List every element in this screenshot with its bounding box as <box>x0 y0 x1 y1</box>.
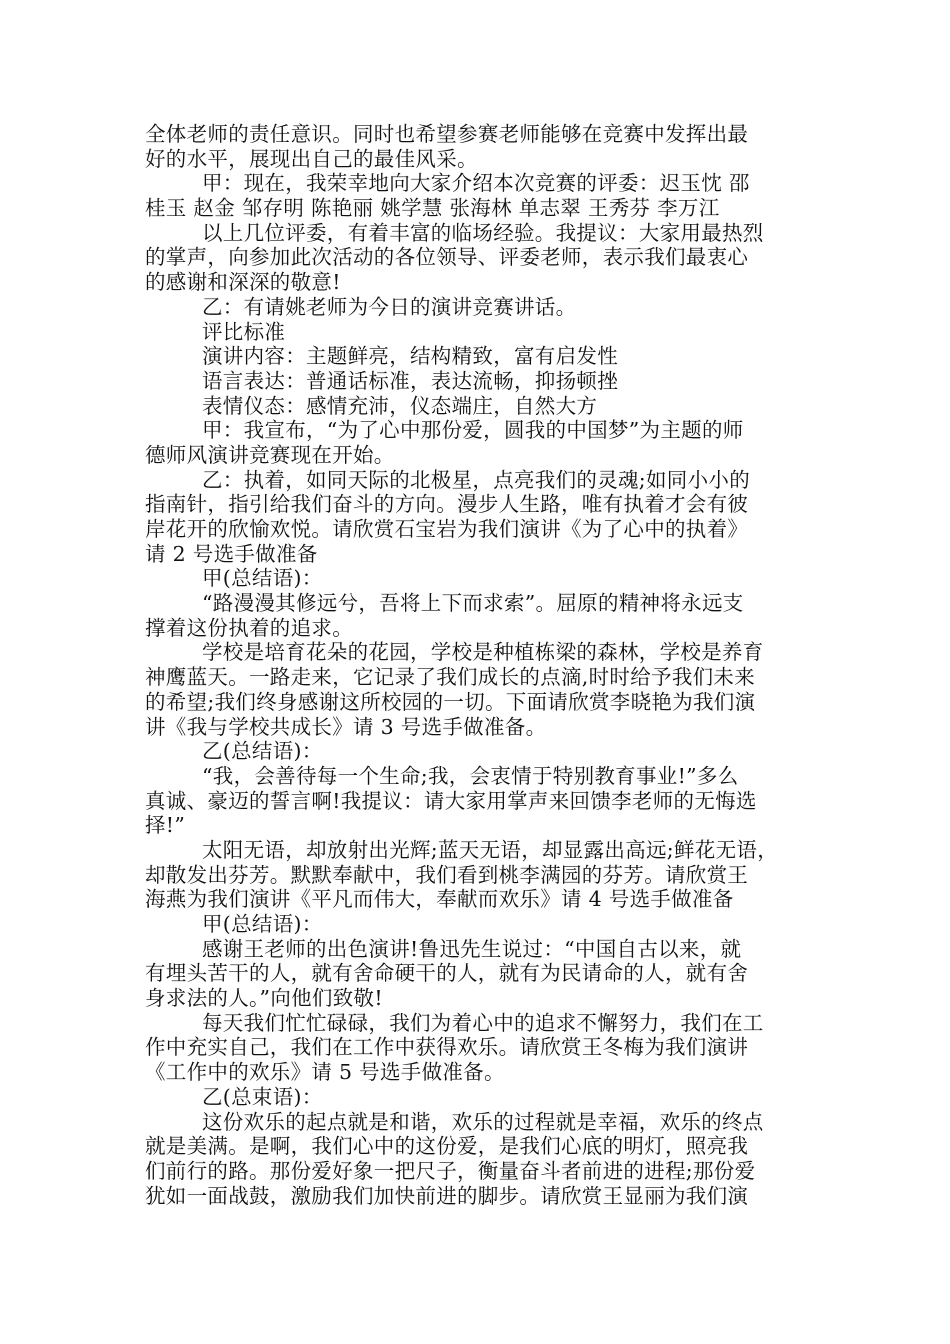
text-line: 甲(总结语)： <box>202 566 323 591</box>
text-line: 撑着这份执着的追求。 <box>145 615 353 640</box>
text-line: 真诚、豪迈的誓言啊!我提议：请大家用掌声来回馈李老师的无悔选 <box>145 788 757 813</box>
text-line: 的掌声，向参加此次活动的各位领导、评委老师，表示我们最衷心 <box>145 245 749 270</box>
text-line: 这份欢乐的起点就是和谐，欢乐的过程就是幸福，欢乐的终点 <box>202 1109 764 1134</box>
text-line: 的希望;我们终身感谢这所校园的一切。下面请欣赏李晓艳为我们演 <box>145 689 756 714</box>
text-line: 海燕为我们演讲《平凡而伟大，奉献而欢乐》请 4 号选手做准备 <box>145 887 734 912</box>
text-line: 《工作中的欢乐》请 5 号选手做准备。 <box>145 1060 505 1085</box>
text-line: 讲《我与学校共成长》请 3 号选手做准备。 <box>145 714 547 739</box>
text-line: 甲(总结语)： <box>202 912 323 936</box>
text-line: 乙：有请姚老师为今日的演讲竞赛讲话。 <box>202 294 577 319</box>
text-line: 指南针，指引给我们奋斗的方向。漫步人生路，唯有执着才会有彼 <box>145 492 749 517</box>
text-line: 乙(总束语)： <box>202 1084 323 1109</box>
text-line: 择!” <box>145 813 186 838</box>
text-line: 以上几位评委，有着丰富的临场经验。我提议：大家用最热烈 <box>202 220 764 245</box>
text-line: 甲：我宣布，“为了心中那份爱，圆我的中国梦”为主题的师 <box>202 418 744 443</box>
text-line: 学校是培育花朵的花园，学校是种植栋梁的森林，学校是养育 <box>202 640 764 665</box>
document-page <box>145 122 828 1208</box>
text-line: 就是美满。是啊，我们心中的这份爱，是我们心底的明灯，照亮我 <box>145 1134 749 1159</box>
text-line: 桂玉 赵金 邹存明 陈艳丽 姚学慧 张海林 单志翠 王秀芬 李万江 <box>145 196 720 221</box>
text-line: 们前行的路。那份爱好象一把尺子，衡量奋斗者前进的进程;那份爱 <box>145 1158 756 1183</box>
text-line: 岸花开的欣愉欢悦。请欣赏石宝岩为我们演讲《为了心中的执着》 <box>145 517 749 541</box>
text-line: 的感谢和深深的敬意! <box>145 270 341 295</box>
text-line: 感谢王老师的出色演讲!鲁迅先生说过：“中国自古以来，就 <box>202 936 742 961</box>
text-line: 表情仪态：感情充沛，仪态端庄，自然大方 <box>202 393 598 418</box>
text-line: 乙(总结语)： <box>202 739 323 764</box>
text-line: 好的水平，展现出自己的最佳风采。 <box>145 146 478 171</box>
text-line: 评比标准 <box>202 319 286 344</box>
text-line: 全体老师的责任意识。同时也希望参赛老师能够在竞赛中发挥出最 <box>145 122 749 146</box>
text-line: 演讲内容：主题鲜亮，结构精致，富有启发性 <box>202 344 618 369</box>
text-line: 乙：执着，如同天际的北极星，点亮我们的灵魂;如同小小的 <box>202 467 751 492</box>
text-line: 作中充实自己，我们在工作中获得欢乐。请欣赏王冬梅为我们演讲 <box>145 1035 749 1060</box>
text-line: “路漫漫其修远兮，吾将上下而求索”。屈原的精神将永远支 <box>202 591 744 616</box>
text-line: 德师风演讲竞赛现在开始。 <box>145 442 395 467</box>
text-line: 有埋头苦干的人，就有舍命硬干的人，就有为民请命的人，就有舍 <box>145 961 749 986</box>
text-line: 犹如一面战鼓，激励我们加快前进的脚步。请欣赏王显丽为我们演 <box>145 1183 749 1208</box>
text-line: 神鹰蓝天。一路走来，它记录了我们成长的点滴,时时给予我们未来 <box>145 665 756 690</box>
text-line: 太阳无语，却放射出光辉;蓝天无语，却显露出高远;鲜花无语， <box>202 837 779 862</box>
text-line: 每天我们忙忙碌碌，我们为着心中的追求不懈努力，我们在工 <box>202 1010 764 1035</box>
text-line: 甲：现在，我荣幸地向大家介绍本次竞赛的评委：迟玉忱 邵 <box>202 171 750 196</box>
text-line: “我，会善待每一个生命;我，会衷情于特别教育事业!”多么 <box>202 763 739 788</box>
text-line: 请 2 号选手做准备 <box>145 541 318 566</box>
text-line: 却散发出芬芳。默默奉献中，我们看到桃李满园的芬芳。请欣赏王 <box>145 862 749 887</box>
text-line: 身求法的人。”向他们致敬! <box>145 986 383 1011</box>
text-line: 语言表达：普通话标准，表达流畅，抑扬顿挫 <box>202 368 618 393</box>
